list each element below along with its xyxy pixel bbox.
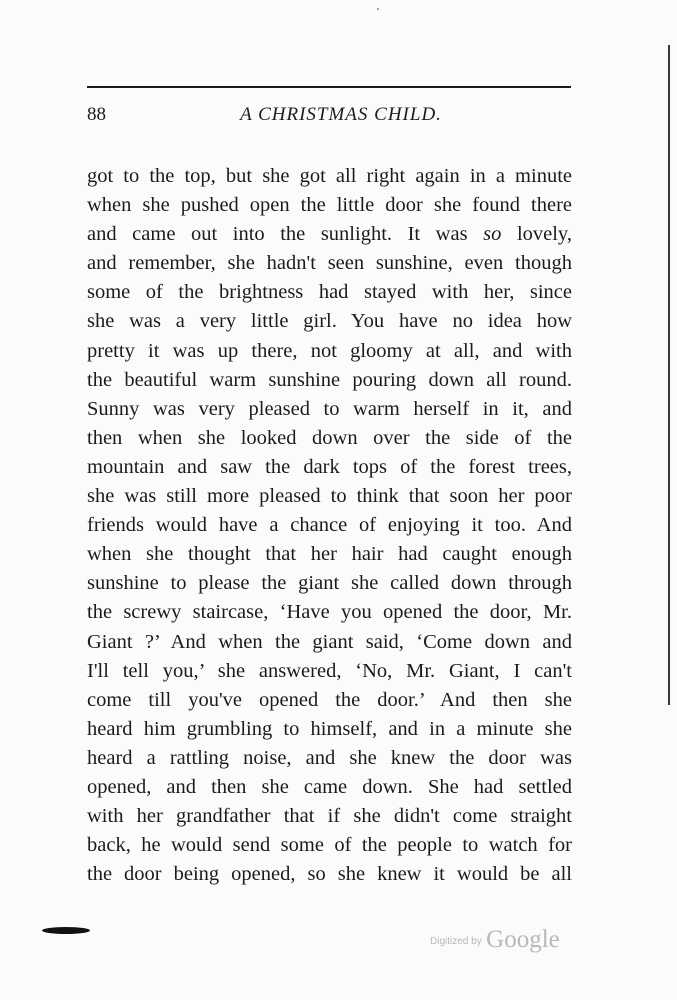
text-line: heard him grumbling to himself, and in a minute she <box>87 717 572 740</box>
text-line: mountain and saw the dark tops of the forest trees, <box>87 455 572 478</box>
text-line: heard a rattling noise, and she knew the door was <box>87 746 572 769</box>
speck <box>377 8 379 10</box>
page-number: 88 <box>87 104 106 125</box>
running-header <box>87 104 571 130</box>
header-rule <box>87 86 571 88</box>
text-line: pretty it was up there, not gloomy at all, and with <box>87 339 572 362</box>
text-line: sunshine to please the giant she called down through <box>87 572 572 595</box>
watermark-prefix: Digitized by <box>430 936 482 947</box>
text-line: with her grandfather that if she didn't come straight <box>87 805 572 828</box>
text-line: back, he would send some of the people to watch for <box>87 834 572 857</box>
emphasis: so <box>483 223 502 246</box>
running-title: A CHRISTMAS CHILD. <box>240 104 442 125</box>
body-text <box>87 162 572 889</box>
text-line: the screwy staircase, ‘Have you opened the door, Mr. <box>87 601 572 624</box>
text-line: some of the brightness had stayed with her, since <box>87 281 572 304</box>
watermark-brand: Google <box>486 926 560 953</box>
digitized-watermark <box>430 926 560 954</box>
text-line: then when she looked down over the side of the <box>87 426 572 449</box>
ink-smudge <box>42 927 90 934</box>
text-line: the beautiful warm sunshine pouring down all round. <box>87 368 572 391</box>
text-line: and remember, she hadn't seen sunshine, even though <box>87 252 572 275</box>
text-line: I'll tell you,’ she answered, ‘No, Mr. Giant, I can't <box>87 659 572 682</box>
text-line: got to the top, but she got all right again in a minute <box>87 165 572 187</box>
text-line: Sunny was very pleased to warm herself in it, and <box>87 397 572 420</box>
text-line: when she thought that her hair had caught enough <box>87 543 572 566</box>
text-line: the door being opened, so she knew it would be all <box>87 863 572 886</box>
text-line: when she pushed open the little door she found there <box>87 194 572 217</box>
text-line: opened, and then she came down. She had settled <box>87 775 572 798</box>
text-line: Giant ?’ And when the giant said, ‘Come down and <box>87 630 572 653</box>
text-line: friends would have a chance of enjoying it too. And <box>87 514 572 537</box>
text-line: she was a very little girl. You have no idea how <box>87 310 572 333</box>
text-line: come till you've opened the door.’ And then she <box>87 688 572 711</box>
text-line: and came out into the sunlight. It was so lovely, <box>87 223 572 246</box>
text-line: she was still more pleased to think that soon her poor <box>87 485 572 508</box>
page-edge-line <box>668 45 670 705</box>
